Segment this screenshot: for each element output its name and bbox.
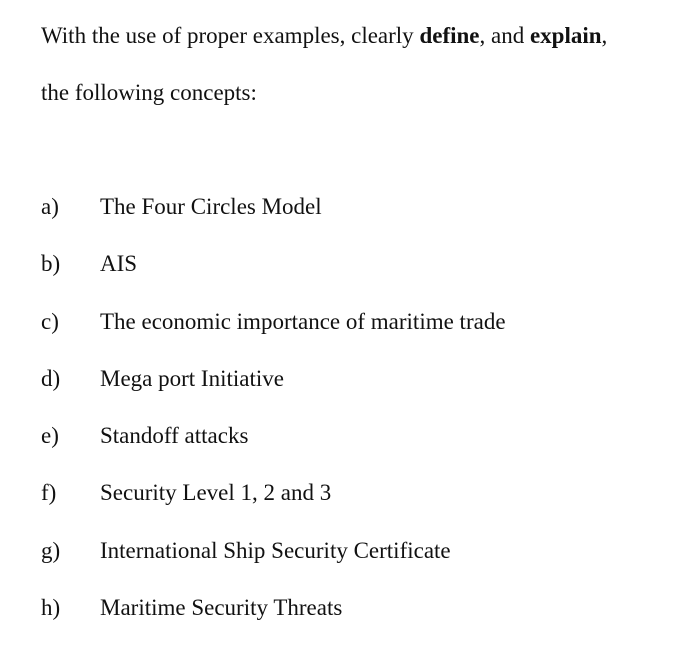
instruction-text-3: , <box>601 23 608 48</box>
concept-text: Standoff attacks <box>100 423 249 449</box>
instruction-line-1 <box>41 22 607 50</box>
concept-marker: b) <box>41 251 61 277</box>
concept-marker: c) <box>41 308 59 334</box>
instruction-bold-explain: explain <box>529 23 602 48</box>
concept-marker: d) <box>41 365 61 391</box>
instruction-bold-define: define <box>419 23 480 48</box>
instruction-text-1: With the use of proper examples, clearly <box>41 23 420 48</box>
concept-text: Maritime Security Threats <box>100 595 343 621</box>
concept-marker: h) <box>41 595 61 621</box>
concept-text: Mega port Initiative <box>100 365 284 391</box>
concept-marker: a) <box>41 194 59 219</box>
concept-text: Security Level 1, 2 and 3 <box>100 480 332 506</box>
concept-text: The economic importance of maritime trade <box>100 308 506 334</box>
concept-text: International Ship Security Certificate <box>100 537 451 563</box>
concept-marker: g) <box>41 537 61 563</box>
concept-marker: e) <box>41 423 59 449</box>
instruction-text-2: , and <box>479 23 530 48</box>
concept-text: The Four Circles Model <box>100 194 322 219</box>
concept-marker: f) <box>41 480 57 506</box>
concept-text: AIS <box>100 251 138 277</box>
instruction-line-2: the following concepts: <box>41 80 257 105</box>
